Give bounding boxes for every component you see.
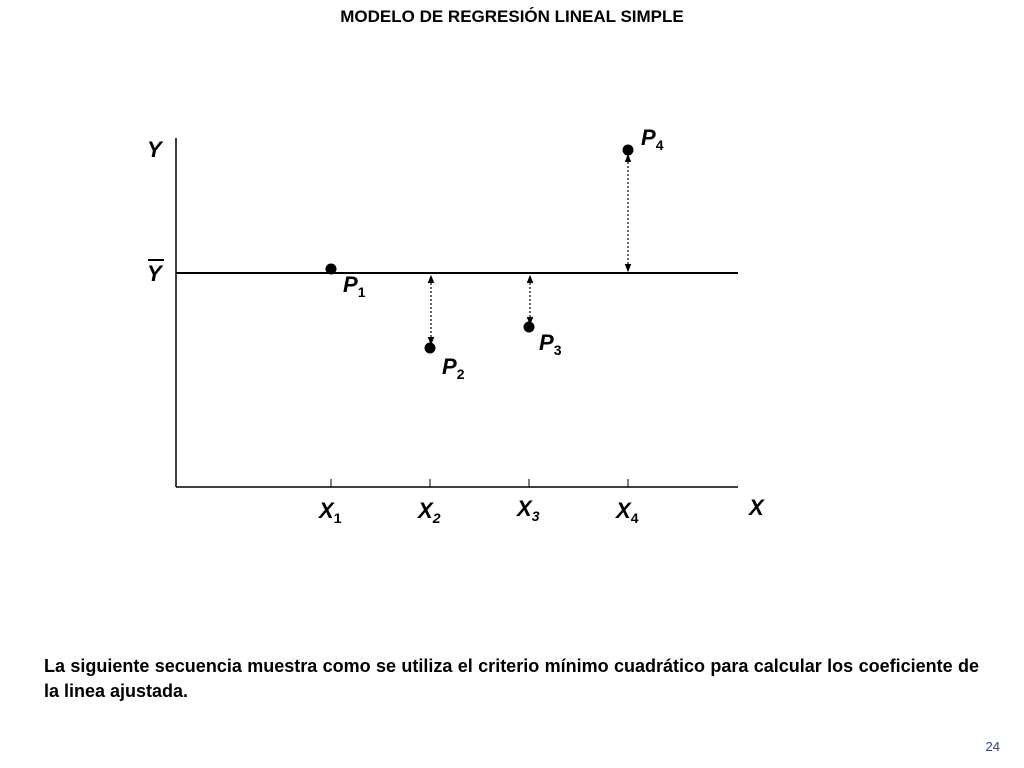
point-p1: [326, 264, 337, 275]
y-axis-label: Y: [147, 137, 162, 162]
slide-title: MODELO DE REGRESIÓN LINEAL SIMPLE: [340, 7, 684, 26]
x-tick-label-1: $X_1$: [319, 498, 342, 526]
point-label-p2: $P_2$: [442, 354, 465, 382]
mean-label: Y: [147, 261, 162, 286]
page-number: 24: [985, 739, 1000, 754]
point-label-p3: $P_3$: [539, 330, 562, 358]
slide-caption: La siguiente secuencia muestra como se utiliza el criterio mínimo cuadrático para calcular los coeficiente de la linea ajustada.: [44, 656, 979, 701]
point-label-p4: $P_4$: [641, 125, 664, 153]
x-axis-label: X: [749, 495, 764, 520]
point-p4: [623, 145, 634, 156]
x-tick-label-2: $X_2$: [418, 498, 441, 526]
point-p3: [524, 322, 535, 333]
x-tick-label-3: $X_3$: [517, 496, 540, 524]
point-label-p1: $P_1$: [343, 272, 366, 300]
x-tick-label-4: $X_4$: [616, 498, 639, 526]
point-p2: [425, 343, 436, 354]
